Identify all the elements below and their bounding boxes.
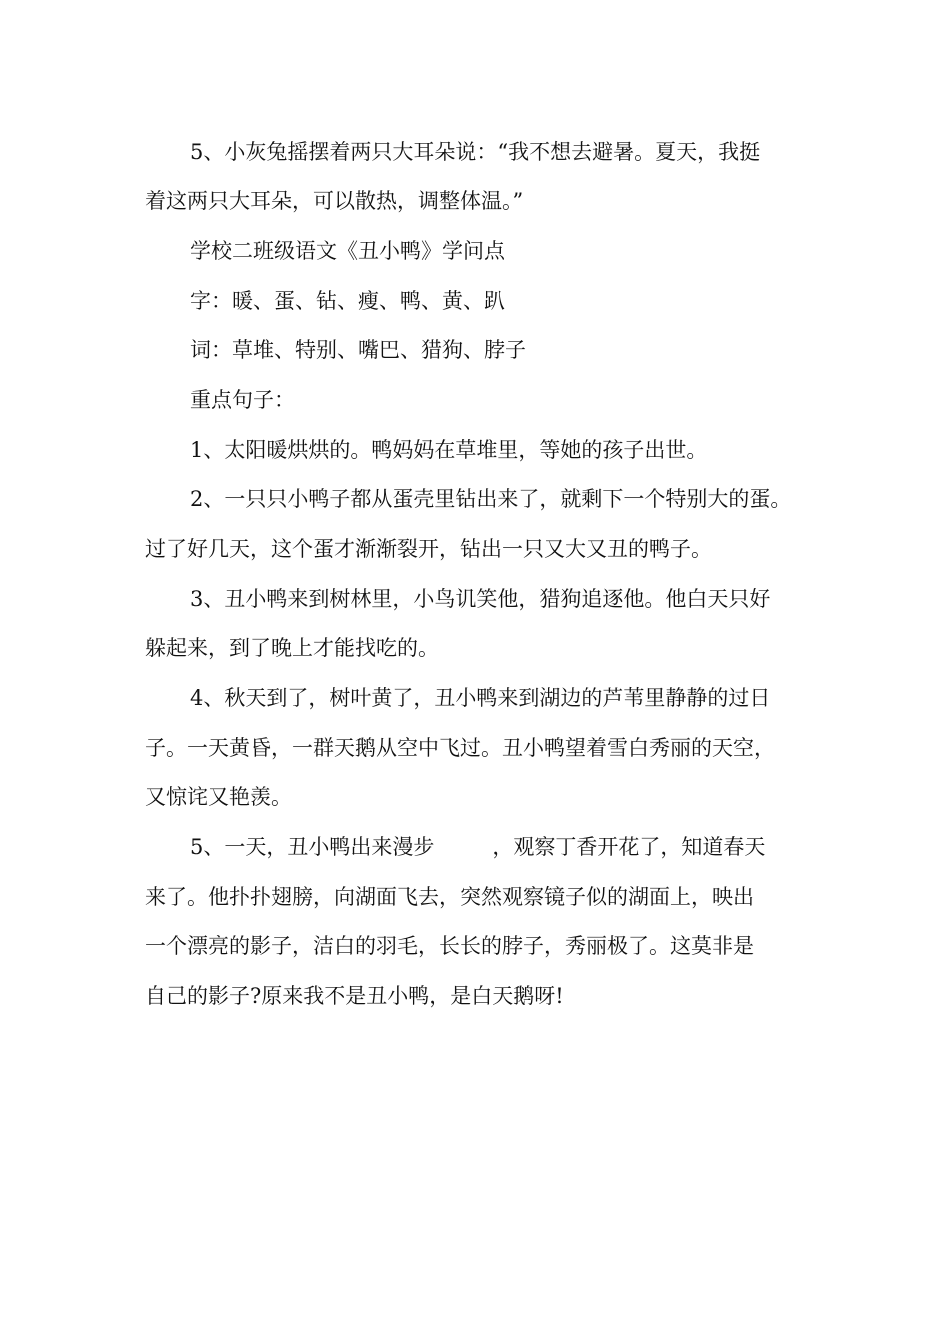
characters-list: 字：暖、蛋、钻、瘦、鸭、黄、趴 bbox=[190, 289, 505, 313]
paragraph-1-line-1: 5、小灰兔摇摆着两只大耳朵说：“我不想去避暑。夏天，我挺 bbox=[190, 140, 761, 164]
sentence-5-line-4: 自己的影子?原来我不是丑小鸭，是白天鹅呀! bbox=[145, 984, 564, 1008]
sentence-3-line-2: 躲起来，到了晚上才能找吃的。 bbox=[145, 636, 439, 660]
key-sentences-heading: 重点句子： bbox=[190, 388, 295, 412]
sentence-4-line-3: 又惊诧又艳羡。 bbox=[145, 785, 292, 809]
section-heading: 学校二班级语文《丑小鸭》学问点 bbox=[190, 239, 505, 263]
sentence-1-line-1: 1、太阳暖烘烘的。鸭妈妈在草堆里，等她的孩子出世。 bbox=[190, 438, 708, 462]
sentence-5-line-1-part-1: 5、一天，丑小鸭出来漫步 bbox=[190, 835, 435, 859]
sentence-5-line-1-part-2: ，观察丁香开花了，知道春天 bbox=[492, 835, 766, 859]
sentence-5-line-2: 来了。他扑扑翅膀，向湖面飞去，突然观察镜子似的湖面上，映出 bbox=[145, 885, 754, 909]
paragraph-1-line-2: 着这两只大耳朵，可以散热，调整体温。” bbox=[145, 189, 524, 213]
sentence-4-line-1: 4、秋天到了，树叶黄了，丑小鸭来到湖边的芦苇里静静的过日 bbox=[190, 686, 771, 710]
words-list: 词：草堆、特别、嘴巴、猎狗、脖子 bbox=[190, 338, 526, 362]
sentence-4-line-2: 子。一天黄昏，一群天鹅从空中飞过。丑小鸭望着雪白秀丽的天空， bbox=[145, 736, 775, 760]
sentence-3-line-1: 3、丑小鸭来到树林里，小鸟讥笑他，猎狗追逐他。他白天只好 bbox=[190, 587, 771, 611]
sentence-2-line-1: 2、一只只小鸭子都从蛋壳里钻出来了，就剩下一个特别大的蛋。 bbox=[190, 487, 792, 511]
sentence-5-line-1 bbox=[0, 833, 950, 861]
sentence-5-line-3: 一个漂亮的影子，洁白的羽毛，长长的脖子，秀丽极了。这莫非是 bbox=[145, 934, 754, 958]
sentence-2-line-2: 过了好几天，这个蛋才渐渐裂开，钻出一只又大又丑的鸭子。 bbox=[145, 537, 712, 561]
